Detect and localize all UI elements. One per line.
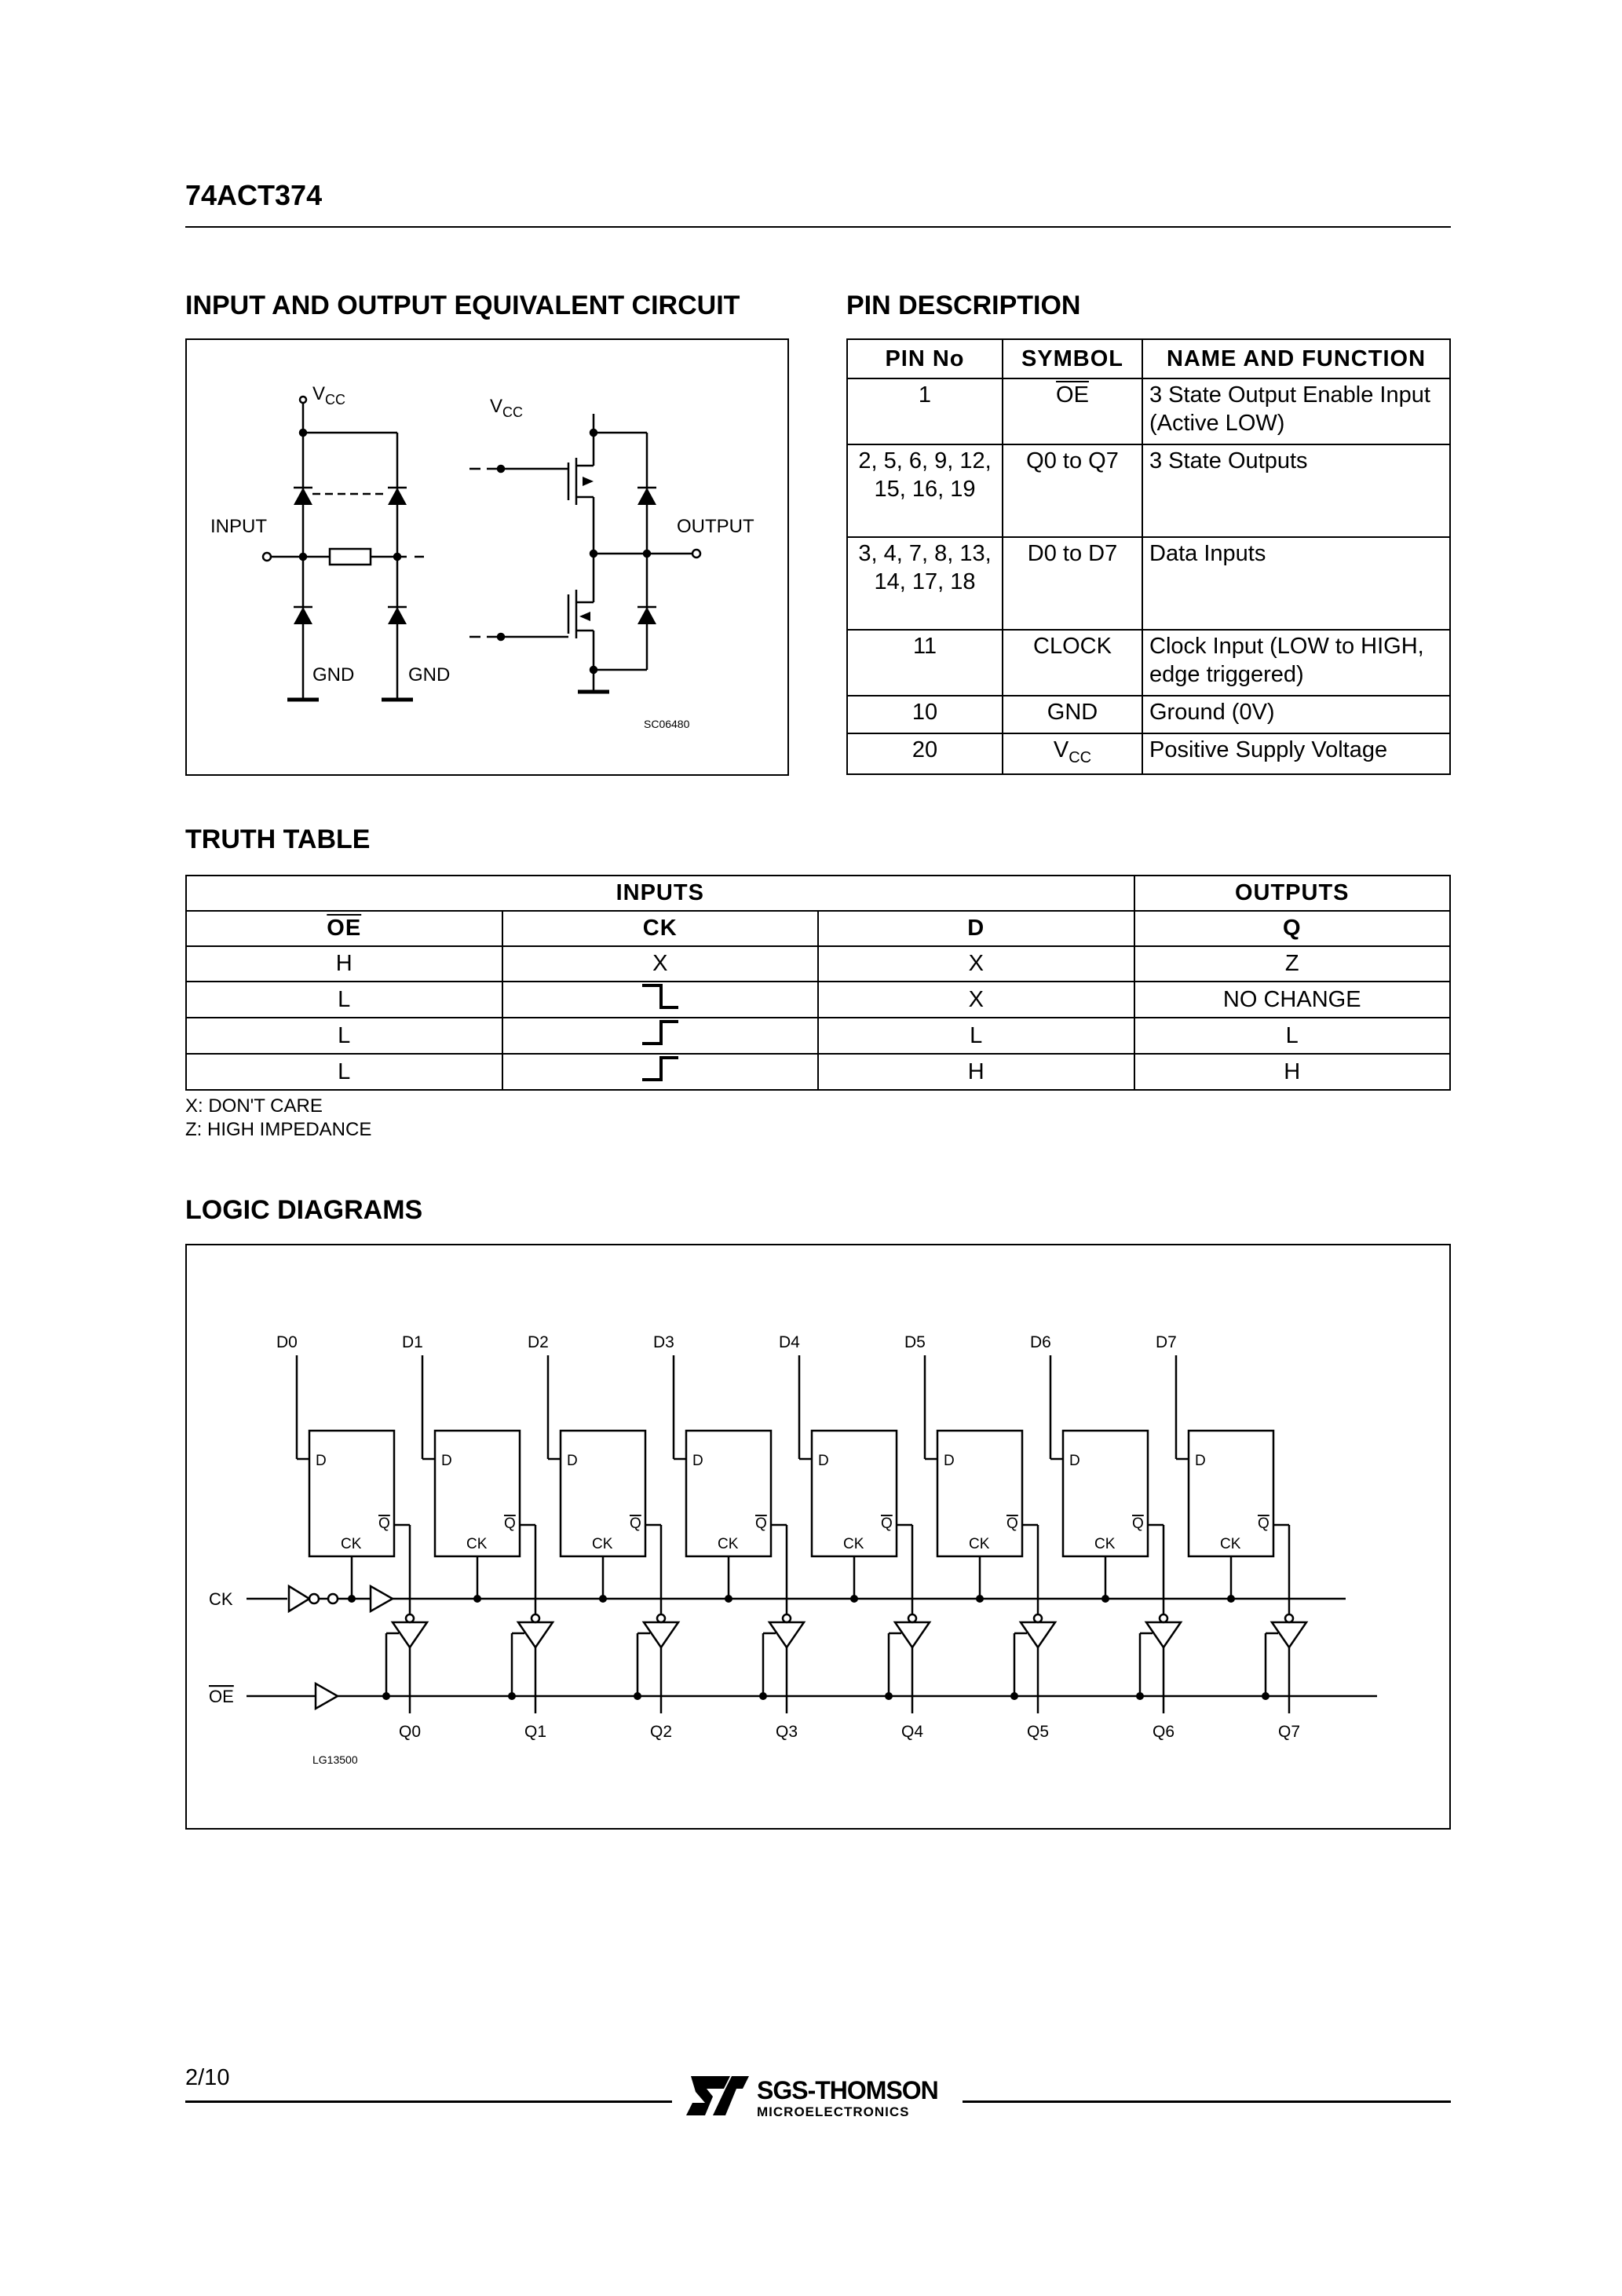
pin-number: 2, 5, 6, 9, 12, 15, 16, 19 bbox=[847, 444, 1003, 537]
pin-number: 11 bbox=[847, 630, 1003, 696]
pin-header-symbol: SYMBOL bbox=[1003, 339, 1142, 378]
truth-q-value: H bbox=[1134, 1054, 1451, 1090]
table-row bbox=[847, 378, 1450, 444]
pin-number: 10 bbox=[847, 696, 1003, 733]
table-row bbox=[186, 946, 1450, 982]
flip-flop-unit bbox=[402, 1333, 553, 1741]
tristate-buffer-icon bbox=[644, 1622, 678, 1647]
truth-oe-value: H bbox=[186, 946, 502, 982]
part-number: 74ACT374 bbox=[185, 179, 323, 211]
pin-symbol: $\overline{OE}$ bbox=[1056, 382, 1089, 408]
junction-dot bbox=[348, 1595, 356, 1603]
brand-division: MICROELECTRONICS bbox=[757, 2104, 910, 2119]
pin-symbol: GND bbox=[1003, 696, 1142, 733]
tristate-buffer-icon bbox=[895, 1622, 930, 1647]
logic-input-label: D3 bbox=[653, 1333, 674, 1351]
logic-input-label: D1 bbox=[402, 1333, 423, 1351]
table-row bbox=[186, 1054, 1450, 1090]
logic-diagram-frame bbox=[185, 1244, 1451, 1830]
table-row bbox=[186, 1018, 1450, 1054]
flip-flop-unit bbox=[1030, 1333, 1181, 1741]
flip-flop-unit bbox=[779, 1333, 930, 1741]
ff-q-label: Q bbox=[378, 1515, 390, 1532]
ff-q-label: Q bbox=[1006, 1515, 1018, 1532]
circuit-vcc-left-label: $V_{CC}$ bbox=[312, 383, 346, 408]
flip-flop-unit bbox=[276, 1333, 427, 1741]
truth-ck-value: X bbox=[502, 946, 819, 982]
truth-note-x: X: DON'T CARE bbox=[185, 1095, 323, 1117]
truth-section-title: TRUTH TABLE bbox=[185, 824, 371, 854]
circuit-output-label: OUTPUT bbox=[677, 516, 754, 537]
tristate-buffer-icon bbox=[1272, 1622, 1306, 1647]
tristate-buffer-icon bbox=[1021, 1622, 1055, 1647]
truth-oe-value: L bbox=[186, 1018, 502, 1054]
junction-dot bbox=[885, 1692, 893, 1700]
tristate-buffer-icon bbox=[518, 1622, 553, 1647]
logic-output-label: Q6 bbox=[1153, 1723, 1175, 1741]
tristate-buffer-icon bbox=[769, 1622, 804, 1647]
truth-d-value: X bbox=[818, 982, 1134, 1018]
ff-ck-label: CK bbox=[466, 1536, 488, 1552]
table-row bbox=[847, 733, 1450, 774]
pin-symbol: $V_{CC}$ bbox=[1003, 733, 1142, 774]
junction-dot bbox=[759, 1692, 767, 1700]
truth-q-value: NO CHANGE bbox=[1134, 982, 1451, 1018]
logic-output-label: Q2 bbox=[650, 1723, 673, 1741]
ff-q-label: Q bbox=[630, 1515, 641, 1532]
truth-d-value: L bbox=[818, 1018, 1134, 1054]
circuit-vcc-right-label: $V_{CC}$ bbox=[490, 396, 524, 420]
junction-dot bbox=[1136, 1692, 1144, 1700]
truth-header-q: Q bbox=[1134, 911, 1451, 946]
junction-dot bbox=[1227, 1595, 1235, 1603]
truth-note-z: Z: HIGH IMPEDANCE bbox=[185, 1119, 372, 1140]
header-rule bbox=[185, 226, 1451, 228]
logic-output-label: Q5 bbox=[1027, 1723, 1050, 1741]
page-number: 2/10 bbox=[185, 2065, 230, 2090]
junction-dot bbox=[725, 1595, 732, 1603]
ff-d-label: D bbox=[1069, 1453, 1080, 1469]
circuit-input-label: INPUT bbox=[210, 516, 267, 537]
tristate-buffer-icon bbox=[393, 1622, 427, 1647]
pin-function: Ground (0V) bbox=[1142, 696, 1450, 733]
truth-oe-value: L bbox=[186, 1054, 502, 1090]
logic-output-label: Q1 bbox=[524, 1723, 547, 1741]
table-row bbox=[847, 537, 1450, 630]
junction-dot bbox=[508, 1692, 516, 1700]
pin-symbol: Q0 to Q7 bbox=[1003, 444, 1142, 537]
junction-dot bbox=[1010, 1692, 1018, 1700]
logic-ck-label: CK bbox=[209, 1589, 233, 1609]
pin-symbol: CLOCK bbox=[1003, 630, 1142, 696]
logic-diagram bbox=[187, 1245, 1449, 1828]
logic-output-label: Q3 bbox=[776, 1723, 798, 1741]
junction-dot bbox=[976, 1595, 984, 1603]
equivalent-circuit-diagram bbox=[187, 340, 787, 774]
footer-rule-right bbox=[963, 2100, 1451, 2103]
logic-input-label: D7 bbox=[1156, 1333, 1177, 1351]
truth-header-oe: $\overline{OE}$ bbox=[327, 916, 362, 941]
rising-edge-icon bbox=[641, 1018, 680, 1047]
ff-ck-label: CK bbox=[1094, 1536, 1116, 1552]
junction-dot bbox=[599, 1595, 607, 1603]
truth-header-ck: CK bbox=[502, 911, 819, 946]
flip-flop-unit bbox=[528, 1333, 678, 1741]
equivalent-circuit-frame bbox=[185, 338, 789, 776]
logic-output-label: Q0 bbox=[399, 1723, 422, 1741]
ff-q-label: Q bbox=[881, 1515, 893, 1532]
logic-input-label: D2 bbox=[528, 1333, 549, 1351]
ff-q-label: Q bbox=[504, 1515, 516, 1532]
truth-q-value: Z bbox=[1134, 946, 1451, 982]
junction-dot bbox=[382, 1692, 390, 1700]
truth-inputs-group: INPUTS bbox=[186, 876, 1134, 911]
junction-dot bbox=[634, 1692, 641, 1700]
logic-input-label: D0 bbox=[276, 1333, 298, 1351]
pin-function: Data Inputs bbox=[1142, 537, 1450, 630]
pin-number: 20 bbox=[847, 733, 1003, 774]
circuit-code: SC06480 bbox=[644, 718, 690, 730]
logic-input-label: D5 bbox=[904, 1333, 926, 1351]
pin-description-table bbox=[846, 338, 1451, 775]
truth-d-value: X bbox=[818, 946, 1134, 982]
truth-table bbox=[185, 875, 1451, 1091]
ff-d-label: D bbox=[567, 1453, 578, 1469]
logic-output-label: Q4 bbox=[901, 1723, 924, 1741]
logic-input-label: D6 bbox=[1030, 1333, 1051, 1351]
pin-function: 3 State Output Enable Input (Active LOW) bbox=[1142, 378, 1450, 444]
ff-q-label: Q bbox=[1132, 1515, 1144, 1532]
flip-flop-unit bbox=[904, 1333, 1055, 1741]
ff-d-label: D bbox=[1195, 1453, 1206, 1469]
falling-edge-icon bbox=[641, 982, 680, 1011]
ff-ck-label: CK bbox=[718, 1536, 739, 1552]
pin-number: 1 bbox=[847, 378, 1003, 444]
circuit-section-title: INPUT AND OUTPUT EQUIVALENT CIRCUIT bbox=[185, 291, 740, 320]
ff-d-label: D bbox=[818, 1453, 829, 1469]
ff-q-label: Q bbox=[1258, 1515, 1269, 1532]
ff-ck-label: CK bbox=[1220, 1536, 1241, 1552]
logic-section-title: LOGIC DIAGRAMS bbox=[185, 1195, 423, 1225]
ff-ck-label: CK bbox=[341, 1536, 362, 1552]
table-row bbox=[847, 444, 1450, 537]
flip-flop-unit bbox=[653, 1333, 804, 1741]
rising-edge-icon bbox=[641, 1055, 680, 1083]
truth-outputs-group: OUTPUTS bbox=[1134, 876, 1451, 911]
ff-d-label: D bbox=[441, 1453, 452, 1469]
ff-d-label: D bbox=[944, 1453, 955, 1469]
pin-function: Clock Input (LOW to HIGH, edge triggered) bbox=[1142, 630, 1450, 696]
truth-oe-value: L bbox=[186, 982, 502, 1018]
pin-number: 3, 4, 7, 8, 13, 14, 17, 18 bbox=[847, 537, 1003, 630]
logic-code: LG13500 bbox=[312, 1753, 358, 1766]
logic-oe-label: OE bbox=[209, 1687, 234, 1706]
junction-dot bbox=[1262, 1692, 1269, 1700]
ff-ck-label: CK bbox=[843, 1536, 864, 1552]
pin-function: Positive Supply Voltage bbox=[1142, 733, 1450, 774]
ff-d-label: D bbox=[692, 1453, 703, 1469]
brand-name: SGS-THOMSON bbox=[757, 2076, 938, 2104]
flip-flop-unit bbox=[1156, 1333, 1306, 1741]
pin-symbol: D0 to D7 bbox=[1003, 537, 1142, 630]
tristate-buffer-icon bbox=[1146, 1622, 1181, 1647]
table-row bbox=[847, 696, 1450, 733]
pin-header-function: NAME AND FUNCTION bbox=[1142, 339, 1450, 378]
truth-q-value: L bbox=[1134, 1018, 1451, 1054]
circuit-gnd-label-1: GND bbox=[312, 664, 355, 686]
circuit-gnd-label-2: GND bbox=[408, 664, 451, 686]
footer-rule-left bbox=[185, 2100, 672, 2103]
logic-output-label: Q7 bbox=[1278, 1723, 1301, 1741]
table-row bbox=[186, 982, 1450, 1018]
ff-ck-label: CK bbox=[969, 1536, 990, 1552]
junction-dot bbox=[1101, 1595, 1109, 1603]
ff-d-label: D bbox=[316, 1453, 327, 1469]
truth-d-value: H bbox=[818, 1054, 1134, 1090]
junction-dot bbox=[850, 1595, 858, 1603]
ff-ck-label: CK bbox=[592, 1536, 613, 1552]
pin-section-title: PIN DESCRIPTION bbox=[846, 291, 1081, 320]
ff-q-label: Q bbox=[755, 1515, 767, 1532]
junction-dot bbox=[473, 1595, 481, 1603]
truth-header-d: D bbox=[818, 911, 1134, 946]
logic-input-label: D4 bbox=[779, 1333, 800, 1351]
table-row bbox=[847, 630, 1450, 696]
pin-header-pin: PIN No bbox=[847, 339, 1003, 378]
st-logo-icon bbox=[683, 2073, 751, 2119]
pin-function: 3 State Outputs bbox=[1142, 444, 1450, 537]
